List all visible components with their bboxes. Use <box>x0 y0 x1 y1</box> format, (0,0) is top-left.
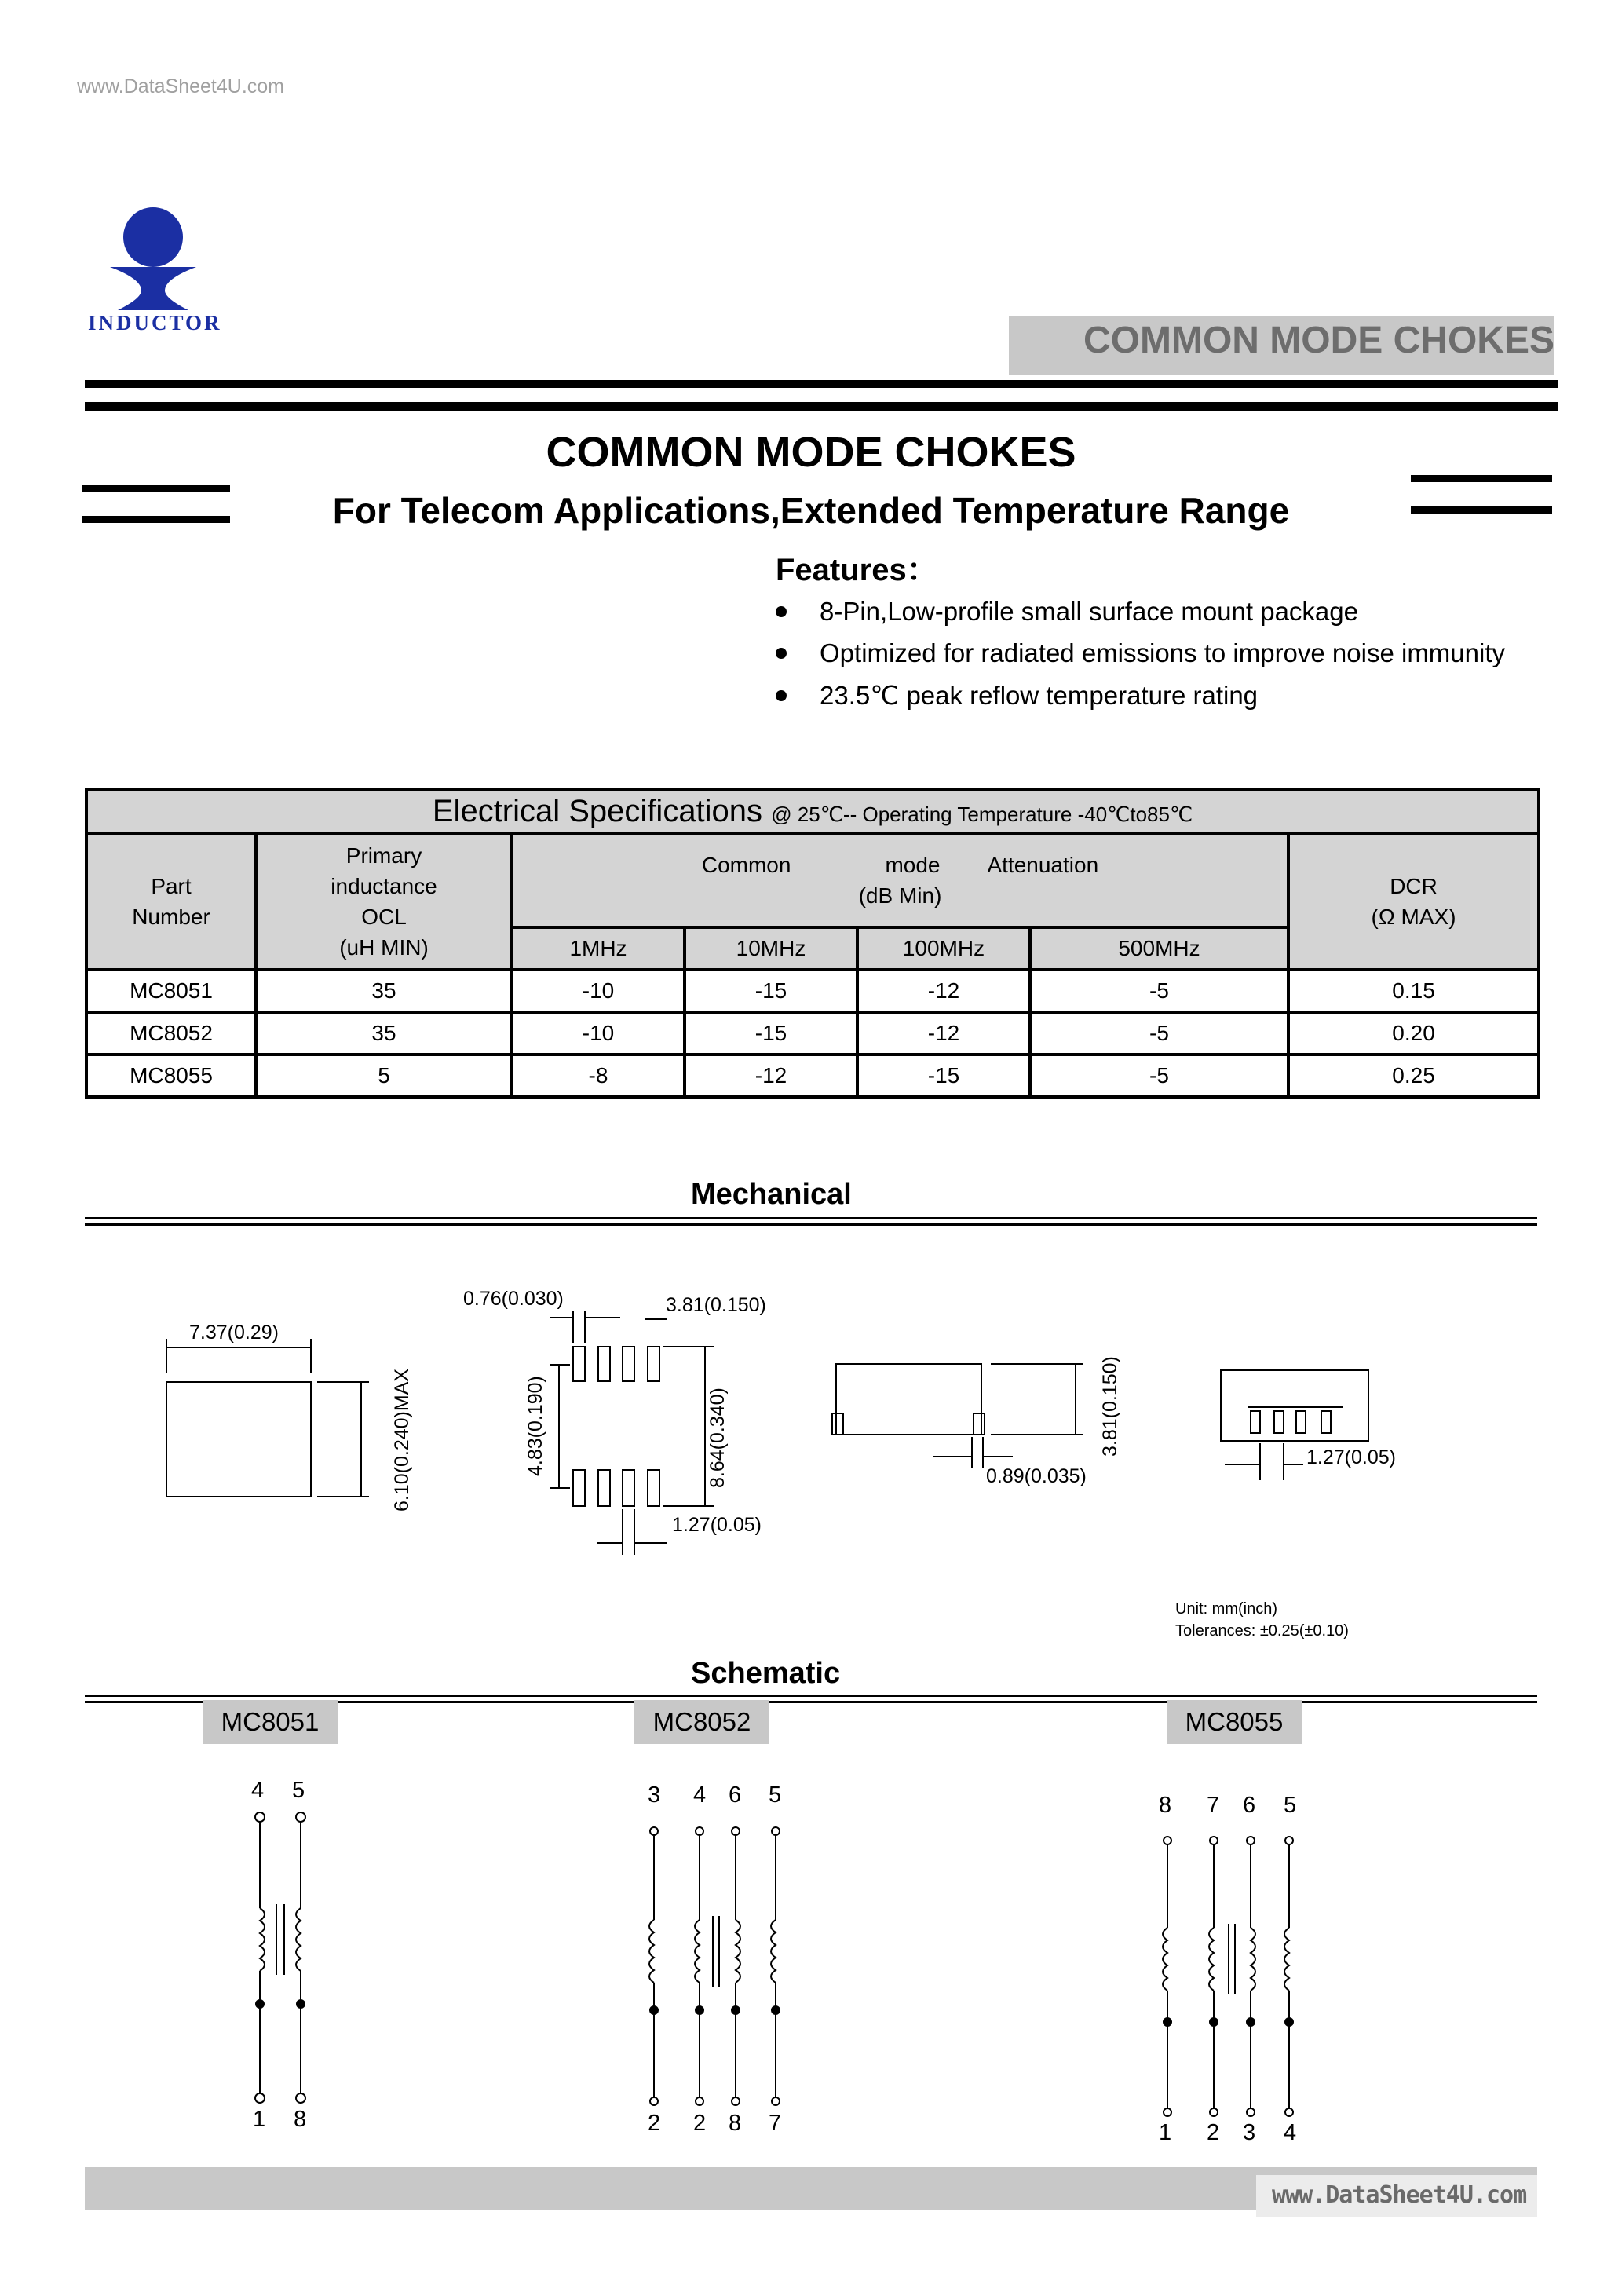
schematic-mc8052 <box>649 1827 780 2105</box>
attenuation-header: Common mode Attenuation (dB Min) <box>512 833 1288 927</box>
pin-label: 3 <box>648 1782 661 1808</box>
pin-label: 1 <box>253 2107 266 2132</box>
unit-note: Unit: mm(inch) <box>1175 1600 1278 1618</box>
schematic-tag-mc8055: MC8055 <box>1167 1700 1302 1744</box>
dim-side-height: 3.81(0.150) <box>1099 1356 1121 1457</box>
schematic-tag-mc8052: MC8052 <box>634 1700 769 1744</box>
footer-url: www.DataSheet4U.com <box>1272 2181 1527 2209</box>
page-title: COMMON MODE CHOKES <box>546 429 1076 476</box>
schematic-tag-mc8051: MC8051 <box>203 1700 338 1744</box>
pin-label: 4 <box>1284 2120 1297 2145</box>
pin-label: 2 <box>1207 2120 1220 2145</box>
pin-label: 4 <box>251 1778 265 1803</box>
table-row: MC8052 35 -10 -15 -12 -5 0.20 <box>86 1012 1539 1055</box>
pin-label: 8 <box>1159 1793 1172 1818</box>
pin-label: 7 <box>769 2111 782 2136</box>
dim-pitch-end: 1.27(0.05) <box>1306 1446 1396 1468</box>
pin-label: 7 <box>1207 1793 1220 1818</box>
schematic-title: Schematic <box>691 1657 841 1690</box>
dim-height-max: 6.10(0.240)MAX <box>391 1368 413 1512</box>
dim-pad-width: 0.76(0.030) <box>463 1288 564 1310</box>
dim-lead-width: 0.89(0.035) <box>986 1465 1087 1487</box>
part-number-header: Part Number <box>86 833 256 970</box>
pin-label: 8 <box>294 2107 307 2132</box>
table-row: MC8055 5 -8 -12 -15 -5 0.25 <box>86 1055 1539 1097</box>
dim-pad-span: 3.81(0.150) <box>666 1294 766 1316</box>
tolerance-note: Tolerances: ±0.25(±0.10) <box>1175 1622 1349 1640</box>
feature-text: 8-Pin,Low-profile small surface mount package <box>820 597 1358 626</box>
dim-row-span: 4.83(0.190) <box>524 1376 546 1476</box>
pin-label: 2 <box>648 2111 661 2136</box>
freq-header: 1MHz <box>512 927 685 970</box>
dcr-header: DCR (Ω MAX) <box>1288 833 1539 970</box>
schematic-mc8051 <box>255 1812 305 2103</box>
freq-header: 500MHz <box>1030 927 1288 970</box>
pin-label: 8 <box>729 2111 742 2136</box>
pin-label: 5 <box>769 1782 782 1808</box>
logo-text: INDUCTOR <box>88 311 222 335</box>
header-title: COMMON MODE CHOKES <box>1083 320 1554 361</box>
table-row: MC8051 35 -10 -15 -12 -5 0.15 <box>86 970 1539 1012</box>
freq-header: 10MHz <box>685 927 857 970</box>
pin-label: 3 <box>1243 2120 1256 2145</box>
pin-label: 4 <box>693 1782 707 1808</box>
dim-pitch-bottom: 1.27(0.05) <box>672 1514 762 1536</box>
pin-label: 1 <box>1159 2120 1172 2145</box>
table-title-text: Electrical Specifications <box>432 793 763 828</box>
pin-label: 2 <box>693 2111 707 2136</box>
schematic-mc8055 <box>1163 1837 1293 2116</box>
page-subtitle: For Telecom Applications,Extended Temperature Range <box>332 490 1290 531</box>
pin-label: 6 <box>1243 1793 1256 1818</box>
feature-text: Optimized for radiated emissions to improve noise immunity <box>820 638 1506 667</box>
dim-total-length: 8.64(0.340) <box>707 1387 729 1488</box>
pin-label: 5 <box>292 1778 305 1803</box>
table-title-note: @ 25℃-- Operating Temperature -40℃to85℃ <box>771 802 1193 826</box>
feature-text: 23.5℃ peak reflow temperature rating <box>820 681 1259 710</box>
features-title: Features： <box>776 553 938 587</box>
pin-label: 5 <box>1284 1793 1297 1818</box>
freq-header: 100MHz <box>857 927 1030 970</box>
ocl-header: Primary inductance OCL (uH MIN) <box>256 833 512 970</box>
pin-label: 6 <box>729 1782 742 1808</box>
watermark-url: www.DataSheet4U.com <box>77 75 285 97</box>
dim-width: 7.37(0.29) <box>189 1322 279 1344</box>
mechanical-title: Mechanical <box>691 1178 852 1211</box>
